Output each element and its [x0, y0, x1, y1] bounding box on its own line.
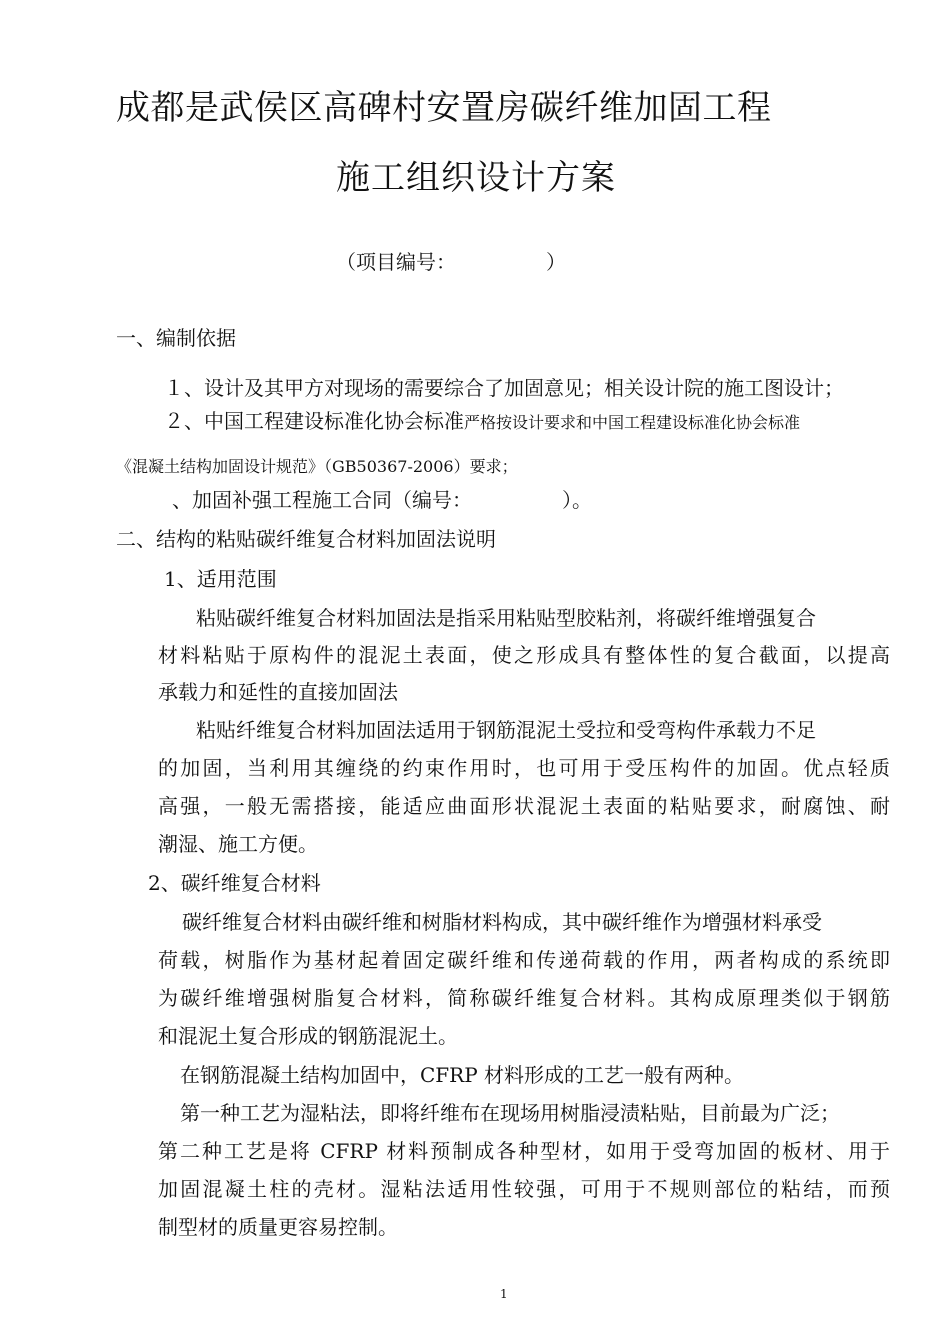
paragraph-1-line-2: 材料粘贴于原构件的混泥土表面，使之形成具有整体性的复合截面，以提高: [158, 643, 890, 667]
title-line-2: 施工组织设计方案: [336, 158, 616, 198]
section-1-item-3: 、加固补强工程施工合同（编号： ）。: [172, 488, 592, 512]
paragraph-4-line-1: 在钢筋混凝土结构加固中，CFRP 材料形成的工艺一般有两种。: [180, 1063, 745, 1087]
subsection-1-heading: 1、适用范围: [164, 567, 277, 591]
paragraph-3-line-2: 荷载，树脂作为基材起着固定碳纤维和传递荷载的作用，两者构成的系统即: [158, 948, 890, 972]
paragraph-2-line-1: 粘贴纤维复合材料加固法适用于钢筋混泥土受拉和受弯构件承载力不足: [196, 718, 816, 742]
paragraph-3-line-3: 为碳纤维增强树脂复合材料，简称碳纤维复合材料。其构成原理类似于钢筋: [158, 986, 890, 1010]
paragraph-5-line-3: 加固混凝土柱的壳材。湿粘法适用性较强，可用于不规则部位的粘结，而预: [158, 1177, 890, 1201]
paragraph-3-line-1: 碳纤维复合材料由碳纤维和树脂材料构成，其中碳纤维作为增强材料承受: [182, 910, 822, 934]
project-number: （项目编号： ）: [336, 250, 566, 274]
section-1-item-2-small-text: 严格按设计要求和中国工程建设标准化协会标准: [464, 413, 801, 432]
title-line-1: 成都是武侯区高碑村安置房碳纤维加固工程: [116, 88, 772, 128]
section-2-heading: 二、结构的粘贴碳纤维复合材料加固法说明: [116, 527, 496, 551]
section-1-heading: 一、编制依据: [116, 326, 236, 350]
section-1-item-1: １、设计及其甲方对现场的需要综合了加固意见；相关设计院的施工图设计；: [164, 376, 844, 400]
paragraph-1-line-3: 承载力和延性的直接加固法: [158, 680, 398, 704]
paragraph-5-line-1: 第一种工艺为湿粘法，即将纤维布在现场用树脂浸渍粘贴，目前最为广泛；: [180, 1101, 840, 1125]
section-1-item-2: [164, 405, 800, 434]
paragraph-2-line-2: 的加固，当利用其缠绕的约束作用时，也可用于受压构件的加固。优点轻质: [158, 756, 890, 780]
paragraph-2-line-4: 潮湿、施工方便。: [158, 832, 318, 856]
paragraph-2-line-3: 高强，一般无需搭接，能适应曲面形状混泥土表面的粘贴要求，耐腐蚀、耐: [158, 794, 890, 818]
section-1-item-2-continued: 《混凝土结构加固设计规范》（GB50367-2006）要求；: [116, 457, 518, 476]
page-number: 1: [500, 1287, 508, 1301]
paragraph-1-line-1: 粘贴碳纤维复合材料加固法是指采用粘贴型胶粘剂，将碳纤维增强复合: [196, 606, 816, 630]
paragraph-5-line-2: 第二种工艺是将 CFRP 材料预制成各种型材，如用于受弯加固的板材、用于: [158, 1139, 890, 1163]
section-1-item-2-text: ２、中国工程建设标准化协会标准: [164, 409, 464, 433]
paragraph-5-line-4: 制型材的质量更容易控制。: [158, 1215, 398, 1239]
paragraph-3-line-4: 和混泥土复合形成的钢筋混泥土。: [158, 1024, 458, 1048]
subsection-2-heading: 2、碳纤维复合材料: [148, 871, 321, 895]
